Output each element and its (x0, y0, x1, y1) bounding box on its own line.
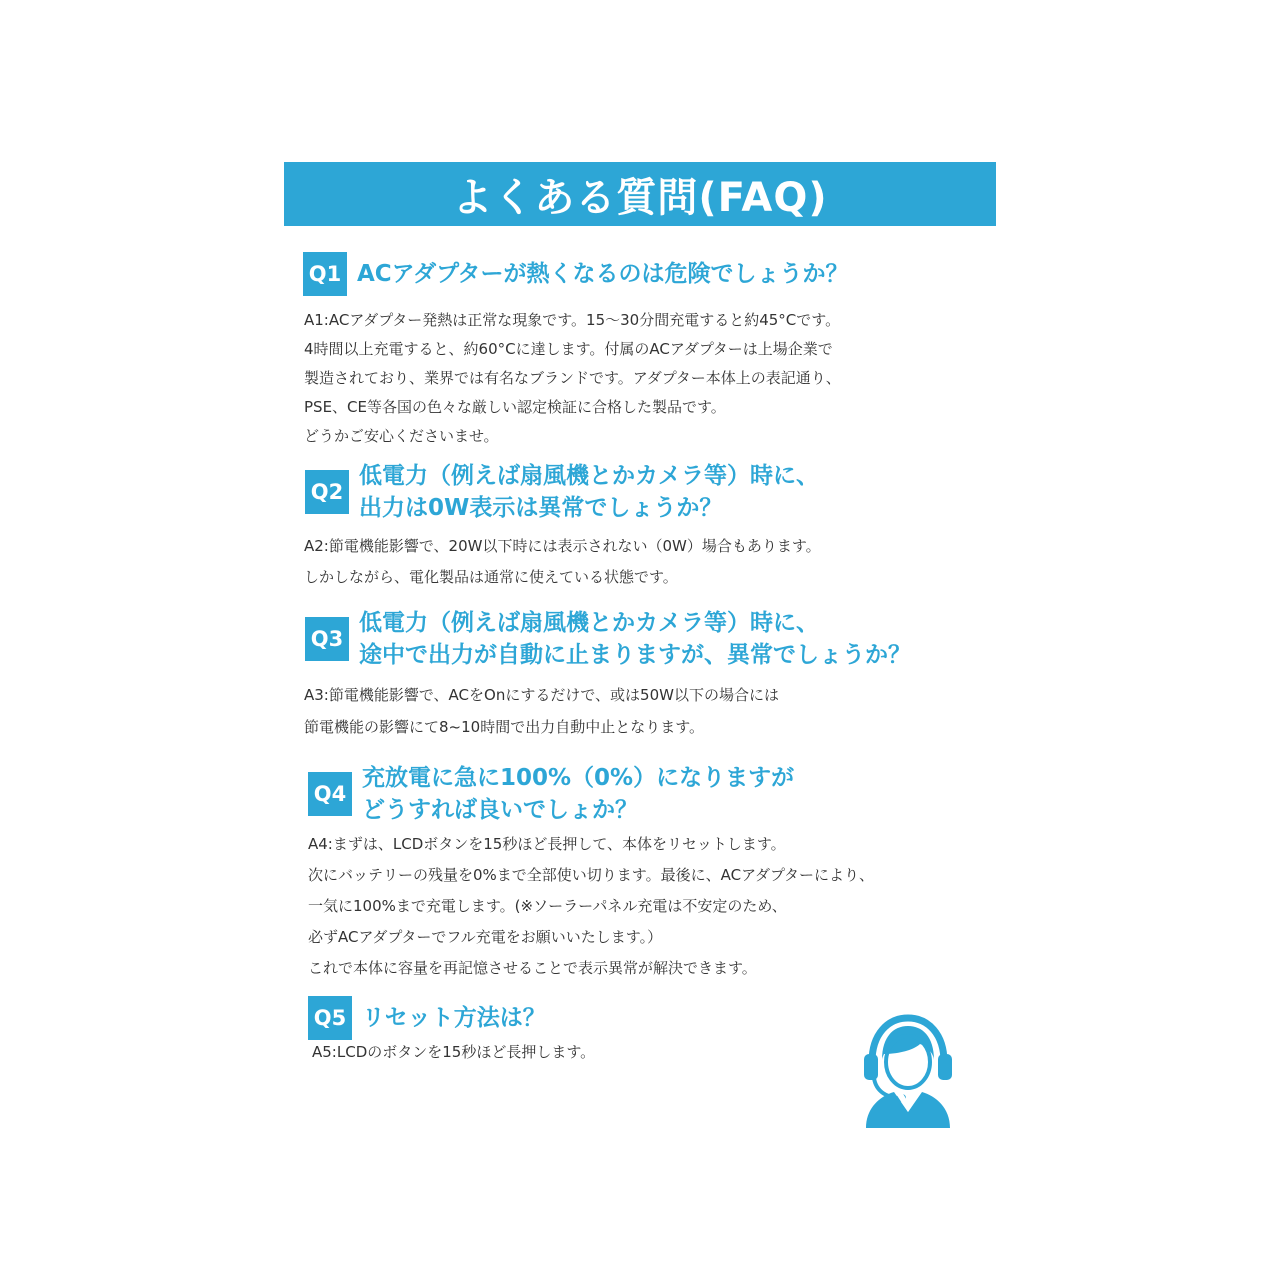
question-badge: Q4 (308, 772, 352, 816)
faq-question-3 (305, 607, 911, 671)
answer-line: どうかご安心くださいませ。 (304, 427, 499, 445)
question-badge: Q2 (305, 470, 349, 514)
question-badge: Q5 (308, 996, 352, 1040)
faq-answer-4 (308, 829, 874, 984)
answer-line: 節電機能の影響にて8~10時間で出力自動中止となります。 (304, 718, 705, 736)
answer-line: A5:LCDのボタンを15秒ほど長押します。 (312, 1043, 596, 1061)
question-line: 途中で出力が自動に止まりますが、異常でしょうか？ (359, 642, 911, 668)
answer-line: A3:節電機能影響で、ACをOnにするだけで、或は50W以下の場合には (304, 686, 779, 704)
answer-line: PSE、CE等各国の色々な厳しい認定検証に合格した製品です。 (304, 398, 726, 416)
customer-support-headset-icon (862, 1010, 954, 1128)
faq-answer-2 (304, 531, 821, 593)
question-line: ACアダプターが熱くなるのは危険でしょうか？ (357, 261, 849, 287)
answer-line: 次にバッテリーの残量を0%まで全部使い切ります。最後に、ACアダプターにより、 (308, 866, 874, 884)
question-text (362, 1002, 546, 1034)
faq-question-5 (308, 996, 546, 1040)
question-line: 充放電に急に100%（0%）になりますが (362, 765, 795, 791)
faq-header-banner (284, 162, 996, 226)
answer-line: A1:ACアダプター発熱は正常な現象です。15～30分間充電すると約45°Cです。 (304, 311, 841, 329)
answer-line: A2:節電機能影響で、20W以下時には表示されない（0W）場合もあります。 (304, 537, 821, 555)
faq-question-1 (303, 252, 848, 296)
question-line: 出力は0W表示は異常でしょうか？ (359, 495, 723, 521)
faq-question-2 (305, 460, 819, 524)
question-line: 低電力（例えば扇風機とかカメラ等）時に、 (359, 463, 819, 489)
question-badge: Q1 (303, 252, 347, 296)
page-title: よくある質問(FAQ) (452, 174, 828, 221)
faq-question-4 (308, 762, 794, 826)
answer-line: 製造されており、業界では有名なブランドです。アダプター本体上の表記通り、 (304, 369, 841, 387)
question-text (359, 460, 819, 524)
answer-line: これで本体に容量を再記憶させることで表示異常が解決できます。 (308, 959, 757, 977)
faq-answer-5 (312, 1040, 595, 1064)
question-text (357, 258, 848, 290)
question-line: 低電力（例えば扇風機とかカメラ等）時に、 (359, 610, 819, 636)
question-line: どうすれば良いでしょか？ (362, 797, 638, 823)
question-line: リセット方法は？ (362, 1005, 546, 1031)
answer-line: A4:まずは、LCDボタンを15秒ほど長押して、本体をリセットします。 (308, 835, 786, 853)
answer-line: 4時間以上充電すると、約60°Cに達します。付属のACアダプターは上場企業で (304, 340, 833, 358)
question-badge: Q3 (305, 617, 349, 661)
question-text (359, 607, 911, 671)
answer-line: 一気に100%まで充電します。(※ソーラーパネル充電は不安定のため、 (308, 897, 787, 915)
faq-answer-1 (304, 306, 841, 451)
faq-answer-3 (304, 679, 779, 743)
question-text (362, 762, 794, 826)
answer-line: 必ずACアダプターでフル充電をお願いいたします。） (308, 928, 663, 946)
answer-line: しかしながら、電化製品は通常に使えている状態です。 (304, 568, 678, 586)
